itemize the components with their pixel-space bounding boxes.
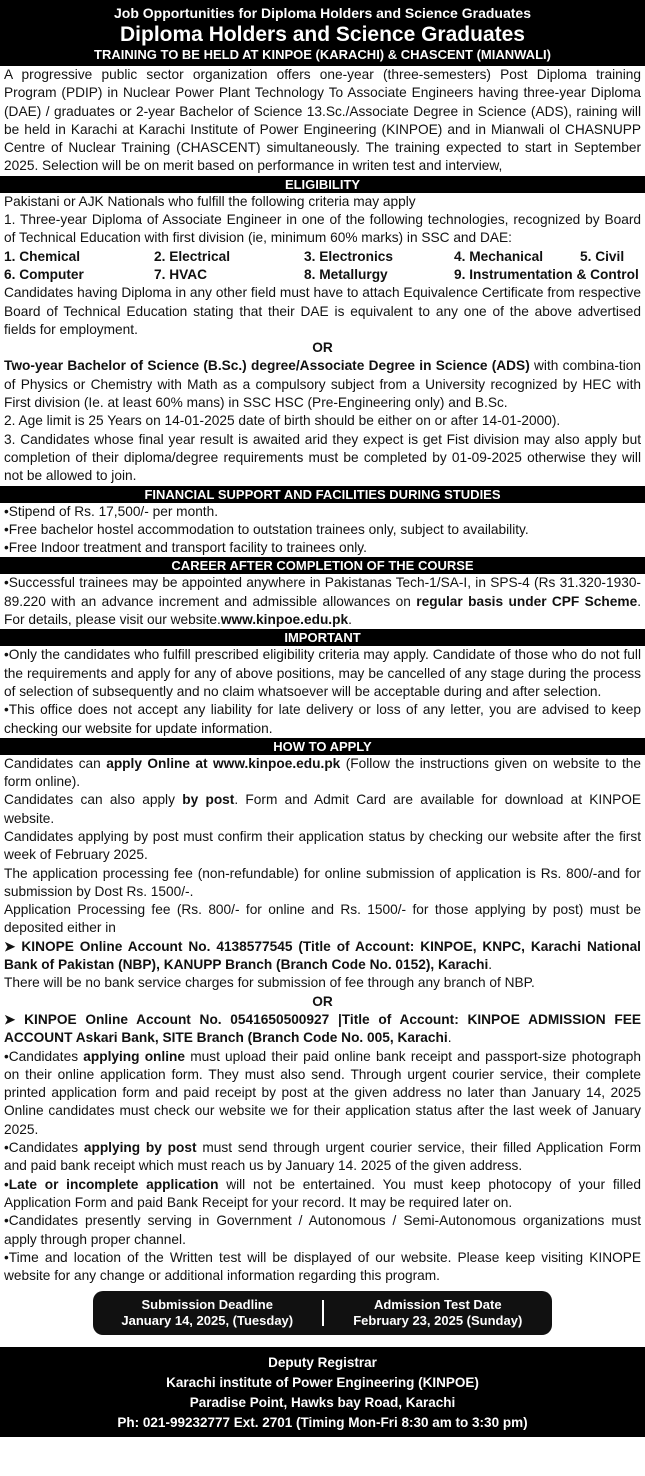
footer-institute: Karachi institute of Power Engineering (KINPOE) <box>166 1375 479 1391</box>
key-dates-box <box>93 1291 552 1335</box>
technology-item: 9. Instrumentation & Control <box>454 266 639 282</box>
text-part-bold: applying by post <box>83 1140 197 1156</box>
how-to-apply-heading: HOW TO APPLY <box>0 738 645 755</box>
text-part: . <box>488 957 493 973</box>
technology-item: 2. Electrical <box>154 248 231 264</box>
post-confirm-text: Candidates applying by post must confirm their application status by checking our website after the first week of February 2025. <box>4 828 641 863</box>
financial-heading: FINANCIAL SUPPORT AND FACILITIES DURING STUDIES <box>0 486 645 503</box>
website-link[interactable]: www.kinpoe.edu.pk <box>220 612 349 628</box>
footer-designation: Deputy Registrar <box>268 1355 377 1371</box>
technology-item: 1. Chemical <box>4 248 81 264</box>
bsc-criteria-bold: Two-year Bachelor of Science (B.Sc.) degree/Associate Degree in Science (ADS) <box>4 358 530 374</box>
text-part: Candidates can <box>4 755 107 771</box>
apply-online-link[interactable]: apply Online at www.kinpoe.edu.pk <box>106 755 341 771</box>
career-heading: CAREER AFTER COMPLETION OF THE COURSE <box>0 557 645 574</box>
list-item: •This office does not accept any liability for late delivery or loss of any letter, you are advised to keep checking our website for update information. <box>4 702 641 736</box>
text-part: . Form and Admit Card are available for download at KINPOE website. <box>4 792 642 826</box>
footer-phone: Ph: 021-99232777 Ext. 2701 (Timing Mon-Fri 8:30 am to 3:30 pm) <box>117 1415 528 1431</box>
technology-row-1 <box>4 248 641 266</box>
career-text-part: •Successful trainees may be appointed anywhere in Pakistanas Tech-1/SA-I, in SPS-4 (Rs 31.320-1930-89.220 with an advance increment and admissible allowances on <box>4 575 641 609</box>
text-part: • <box>4 1176 9 1192</box>
equivalence-note: Candidates having Diploma in any other field must have to attach Equivalence Certificate from respective Board of Technical Education stating that their DAE is equivalent to any one of the above advertised fields for employment. <box>4 285 641 337</box>
or-divider: OR <box>312 993 333 1009</box>
header-title: Diploma Holders and Science Graduates <box>120 23 525 46</box>
list-item: •Free bachelor hostel accommodation to outstation trainees only, subject to availability. <box>4 521 529 537</box>
career-text-part: . <box>348 612 352 628</box>
header-training-location: TRAINING TO BE HELD AT KINPOE (KARACHI) & CHASCENT (MIANWALI) <box>94 47 551 62</box>
contact-footer <box>0 1347 645 1437</box>
fee-text: The application processing fee (non-refundable) for online submission of application is Rs. 800/-and for submission by Dost Rs. 1500/-. <box>4 865 641 899</box>
text-part-bold: Late or incomplete application <box>8 1176 219 1192</box>
header-banner <box>0 0 645 66</box>
text-part: •Candidates <box>4 1140 84 1156</box>
text-part: •Candidates <box>4 1048 84 1064</box>
eligibility-section <box>0 193 645 486</box>
written-test-text: •Time and location of the Written test will be displayed of our website. Please keep visiting KINOPE website for any change or additional information regarding this program. <box>4 1249 641 1284</box>
cpf-scheme-text: regular basis under CPF Scheme <box>416 593 638 609</box>
eligibility-heading: ELIGIBILITY <box>0 176 645 193</box>
list-item: •Only the candidates who fulfill prescribed eligibility criteria may apply. Candidate of those who do not full the requirements and apply for any of above positions, may be cancelled of any stage during the process of selection of subsequently and no claim whatsoever will be acceptable during and after selection. <box>4 647 641 699</box>
submission-deadline <box>93 1297 322 1329</box>
financial-section <box>0 503 645 558</box>
header-subtitle: Job Opportunities for Diploma Holders and Science Graduates <box>114 5 531 21</box>
or-divider: OR <box>312 340 333 356</box>
admission-test-value: February 23, 2025 (Sunday) <box>353 1313 523 1329</box>
text-part: must upload their paid online bank receipt and passport-size photograph on their online application form. They must also send. Through urgent courier service, their complete printed application form and paid receipt by post at the given address no later than January 14, 2025 Online candidates must check our website we for their application status after the last week of January 2025. <box>4 1048 641 1137</box>
no-charges-text: There will be no bank service charges for submission of fee through any branch of NBP. <box>4 975 535 991</box>
list-item: •Free Indoor treatment and transport facility to trainees only. <box>4 540 367 556</box>
online-candidates-text <box>4 1048 641 1139</box>
career-text <box>4 574 641 629</box>
apply-online-text <box>4 755 641 792</box>
arrow-icon: ➤ <box>4 938 22 954</box>
intro-section <box>0 66 645 176</box>
intro-text: A progressive public sector organization offers one-year (three-semesters) Post Diploma training Program (PDIP) in Nuclear Power Plant Technology To Associate Engineers having three-year Diploma (DAE) / graduates or 2-year Bachelor of Science 13.Sc./Associate Degree in Science (ADS), raining will be held in Karachi at Karachi Institute of Power Engineering (KINPOE) and in Mianwali ol CHASNUPP Centre of Nuclear Training (CHASCENT) simultaneously. The training expected to start in September 2025. Selection will be on merit based on performance in writen test and interview, <box>4 67 641 174</box>
late-application-text <box>4 1176 641 1213</box>
technology-item: 8. Metallurgy <box>304 266 388 282</box>
nbp-account <box>4 938 641 975</box>
admission-test-date <box>324 1297 553 1329</box>
footer-address: Paradise Point, Hawks bay Road, Karachi <box>189 1395 456 1411</box>
technology-item: 6. Computer <box>4 266 84 282</box>
career-text-part: . For details, please visit our website. <box>4 593 641 628</box>
text-part: will not be entertained. You must keep photocopy of your filled Application Form and paid Bank Receipt for your record. It may be required later on. <box>4 1176 641 1210</box>
text-part-bold: by post <box>182 792 235 808</box>
how-to-apply-section <box>0 755 645 1286</box>
text-part-bold: applying online <box>83 1048 186 1064</box>
eligibility-lead: Pakistani or AJK Nationals who fulfill the following criteria may apply <box>4 193 416 209</box>
important-heading: IMPORTANT <box>0 629 645 646</box>
technology-row-2 <box>4 266 641 284</box>
nbp-account-text: KINOPE Online Account No. 4138577545 (Title of Account: KINPOE, KNPC, Karachi National Bank of Pakistan (NBP), KANUPP Branch (Branch Code No. 0152), Karachi <box>4 938 641 973</box>
technology-item: 4. Mechanical <box>454 248 544 264</box>
askari-account-text: KINPOE Online Account No. 0541650500927 |Title of Account: KINPOE ADMISSION FEE ACCOUNT Askari Bank, SITE Branch (Branch Code No. 005, Karachi <box>4 1011 641 1046</box>
apply-post-text <box>4 791 641 828</box>
admission-test-label: Admission Test Date <box>373 1297 502 1313</box>
serving-candidates-text: •Candidates presently serving in Government / Autonomous / Semi-Autonomous organizations must apply through proper channel. <box>4 1213 641 1247</box>
technology-item: 7. HVAC <box>154 266 207 282</box>
post-candidates-text <box>4 1139 641 1176</box>
bsc-criteria-rest: with combina-tion of Physics or Chemistry with Math as a compulsory subject from a University recognized by HEC with First division (Ie. at least 60% mans) in SSC HSC (Pre-Engineering only) and B.Sc. <box>4 358 641 411</box>
eligibility-point-1: 1. Three-year Diploma of Associate Engineer in one of the following technologies, recognized by Board of Technical Education with first division (ie, minimum 60% marks) in SSC and DAE: <box>4 212 641 246</box>
technology-item: 5. Civil <box>580 248 625 264</box>
text-part: (Follow the instructions given on website to the form online). <box>4 755 641 790</box>
text-part: . <box>447 1030 452 1046</box>
technology-item: 3. Electronics <box>304 248 394 264</box>
submission-deadline-label: Submission Deadline <box>141 1297 273 1313</box>
submission-deadline-value: January 14, 2025, (Tuesday) <box>121 1313 294 1329</box>
important-section <box>0 646 645 737</box>
askari-account <box>4 1011 641 1048</box>
fee-deposit-text: Application Processing fee (Rs. 800/- for online and Rs. 1500/- for those applying by post) must be deposited either in <box>4 902 641 936</box>
arrow-icon: ➤ <box>4 1011 25 1027</box>
list-item: •Stipend of Rs. 17,500/- per month. <box>4 503 219 519</box>
text-part: must send through urgent courier service, their filled Application Form and paid bank receipt which must reach us by January 14. 2025 of the given address. <box>4 1140 642 1174</box>
text-part: Candidates can also apply <box>4 792 183 808</box>
career-section <box>0 574 645 629</box>
eligibility-point-2: 2. Age limit is 25 Years on 14-01-2025 date of birth should be either on or after 14-01-2000). <box>4 413 561 429</box>
eligibility-point-3: 3. Candidates whose final year result is awaited arid they expect is get Fist division may also apply but completion of their diploma/degree requirements must be completed by 01-09-2025 otherwise they will not be allowed to join. <box>4 431 641 484</box>
bsc-criteria <box>4 357 641 412</box>
